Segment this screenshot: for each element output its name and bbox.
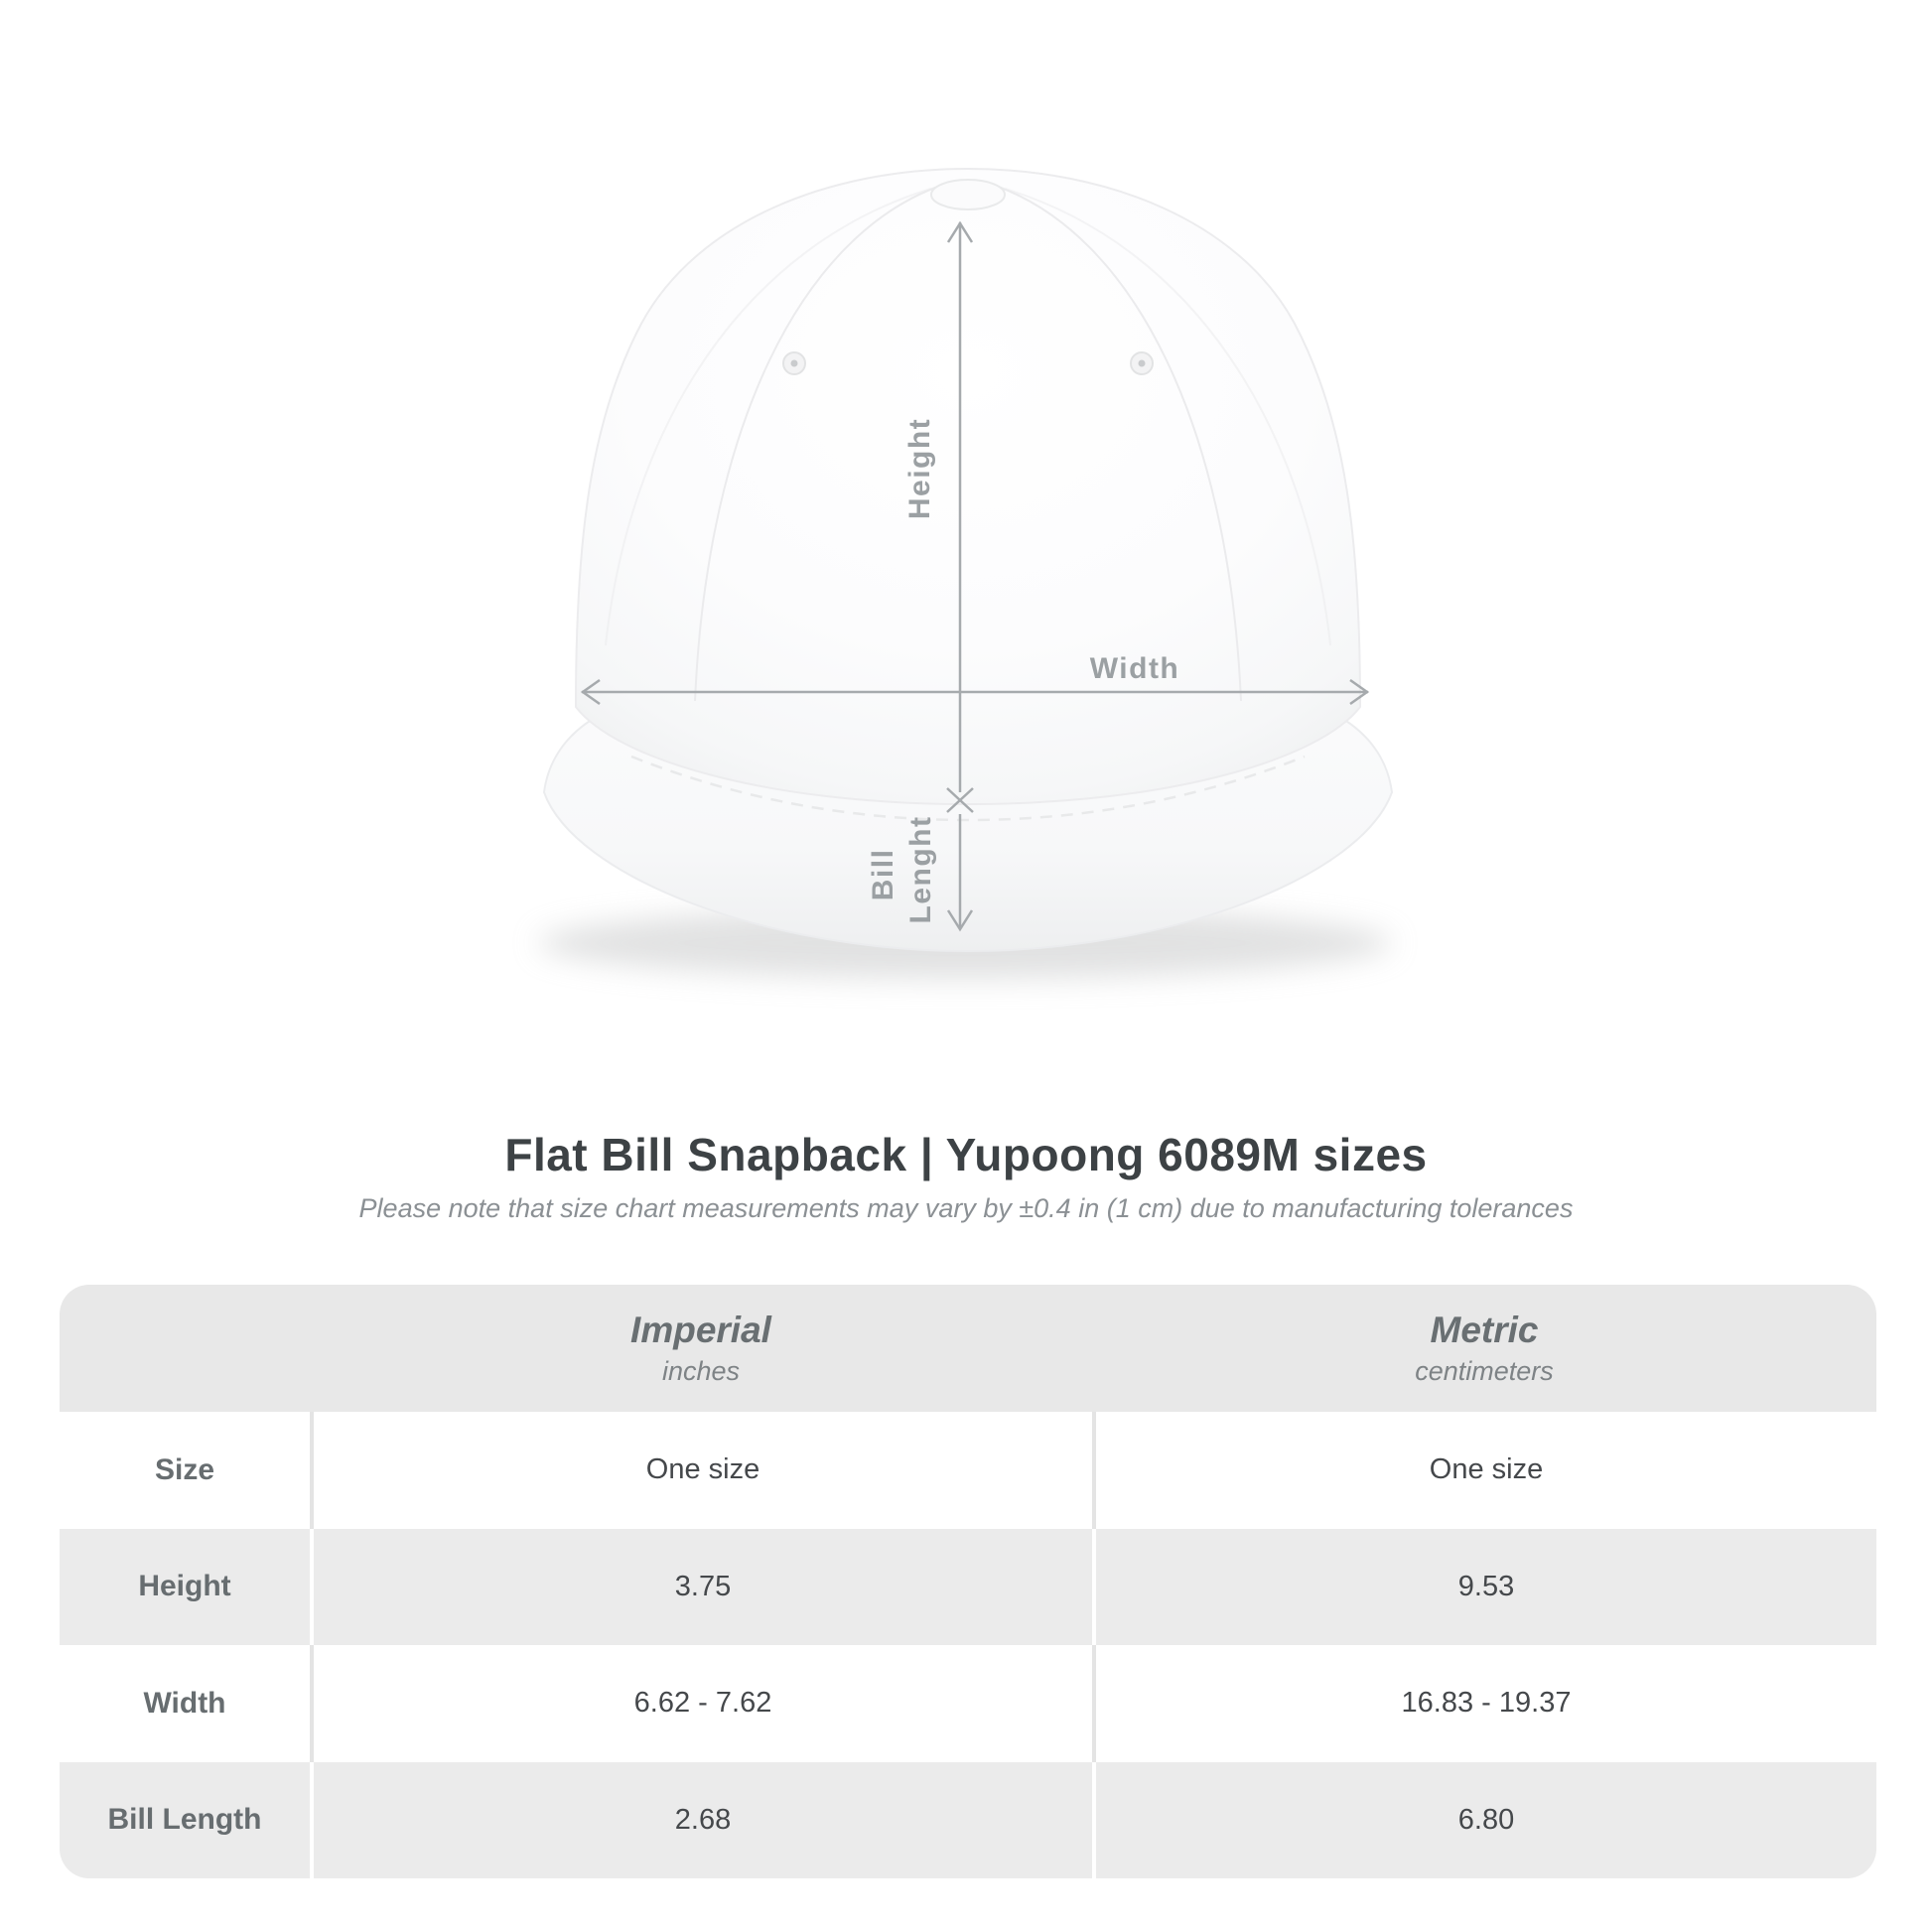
size-metric-value: One size <box>1092 1412 1876 1529</box>
table-row-height <box>60 1529 1876 1646</box>
bill-length-label-line2: Lenght <box>904 815 937 924</box>
page-title: Flat Bill Snapback | Yupoong 6089M sizes <box>504 1129 1428 1180</box>
page-subtitle: Please note that size chart measurements may vary by ±0.4 in (1 cm) due to manufacturing tolerances <box>358 1193 1574 1223</box>
cap-top-button <box>931 180 1005 209</box>
row-label: Bill Length <box>107 1803 262 1837</box>
height-imperial-value: 3.75 <box>310 1529 1092 1646</box>
width-dimension-label: Width <box>1089 652 1180 685</box>
row-label: Width <box>143 1686 226 1720</box>
column-header-metric <box>1092 1285 1876 1412</box>
metric-column-title: Metric <box>1430 1310 1539 1350</box>
bill-length-metric-value: 6.80 <box>1092 1762 1876 1879</box>
size-table <box>60 1285 1876 1878</box>
table-row-width <box>60 1645 1876 1762</box>
table-row-size <box>60 1412 1876 1529</box>
size-table-header <box>60 1285 1876 1412</box>
row-label: Size <box>154 1452 215 1486</box>
size-table-body <box>60 1412 1876 1878</box>
table-row-bill-length <box>60 1762 1876 1879</box>
height-metric-value: 9.53 <box>1092 1529 1876 1646</box>
row-label: Height <box>138 1570 231 1603</box>
size-imperial-value: One size <box>310 1412 1092 1529</box>
width-imperial-value: 6.62 - 7.62 <box>310 1645 1092 1762</box>
column-header-imperial <box>310 1285 1092 1412</box>
cap-crown <box>576 169 1360 804</box>
metric-column-unit: centimeters <box>1415 1356 1554 1386</box>
height-dimension-label: Height <box>903 417 936 520</box>
bill-length-label-line1: Bill <box>867 848 899 901</box>
imperial-column-unit: inches <box>661 1356 741 1386</box>
header-corner-spacer <box>60 1285 310 1412</box>
width-metric-value: 16.83 - 19.37 <box>1092 1645 1876 1762</box>
imperial-column-title: Imperial <box>630 1310 771 1350</box>
heading-block <box>0 1128 1932 1224</box>
bill-length-imperial-value: 2.68 <box>310 1762 1092 1879</box>
